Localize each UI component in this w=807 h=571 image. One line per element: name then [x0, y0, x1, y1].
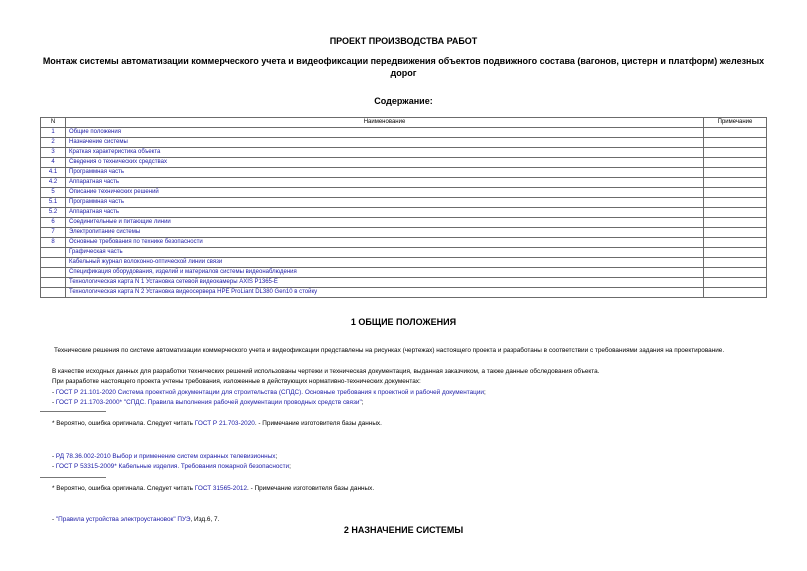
toc-col-note: Примечание	[704, 118, 767, 128]
toc-row-note	[704, 148, 767, 158]
toc-row-note	[704, 198, 767, 208]
toc-row-number: 5.2	[41, 208, 66, 218]
toc-row-number: 5	[41, 188, 66, 198]
toc-body	[41, 128, 767, 298]
toc-row	[41, 228, 767, 238]
paragraph-2: В качестве исходных данных для разработки технических решений использованы чертежи и техническая документация, выданная заказчиком, а также данные обследования объекта.	[52, 368, 600, 375]
toc-row-number	[41, 278, 66, 288]
toc-row	[41, 208, 767, 218]
toc-row-number: 8	[41, 238, 66, 248]
toc-row-note	[704, 178, 767, 188]
toc-row-link[interactable]: Программная часть	[66, 168, 704, 178]
toc-row-number: 6	[41, 218, 66, 228]
paragraph-3: При разработке настоящего проекта учтены требования, изложенные в действующих нормативно-технических документах:	[52, 378, 421, 385]
toc-row-link[interactable]: Основные требования по технике безопасности	[66, 238, 704, 248]
toc-row	[41, 248, 767, 258]
toc-row-link[interactable]: Описание технических решений	[66, 188, 704, 198]
toc-table	[40, 117, 767, 298]
reference-link-gost-53315[interactable]: ГОСТ Р 53315-2009* Кабельные изделия. Требования пожарной безопасности	[55, 463, 290, 470]
toc-col-name: Наименование	[66, 118, 704, 128]
document-subtitle: Монтаж системы автоматизации коммерческого учета и видеофиксации передвижения объектов подвижного состава (вагонов, цистерн и платформ) железных дорог	[42, 56, 765, 78]
toc-row-note	[704, 278, 767, 288]
toc-row-note	[704, 168, 767, 178]
toc-header-row	[41, 118, 767, 128]
toc-row	[41, 148, 767, 158]
toc-row	[41, 268, 767, 278]
toc-row	[41, 178, 767, 188]
toc-row-link[interactable]: Кабельный журнал волоконно-оптической линии связи	[66, 258, 704, 268]
toc-row	[41, 128, 767, 138]
list-dash: -	[52, 516, 56, 523]
toc-row-note	[704, 188, 767, 198]
toc-row	[41, 238, 767, 248]
document-title: ПРОЕКТ ПРОИЗВОДСТВА РАБОТ	[329, 36, 478, 46]
reference-item	[52, 398, 364, 407]
toc-row	[41, 218, 767, 228]
toc-row-number: 1	[41, 128, 66, 138]
list-punct: ;	[289, 463, 291, 470]
footnote-2	[52, 485, 374, 492]
list-dash: -	[52, 453, 56, 460]
footnote-divider	[40, 411, 106, 412]
reference-link-rd-78-36[interactable]: РД 78.36.002-2010 Выбор и применение систем охранных телевизионных	[55, 453, 276, 460]
reference-item	[52, 388, 486, 397]
toc-row-note	[704, 138, 767, 148]
toc-row-note	[704, 208, 767, 218]
toc-row-link[interactable]: Спецификация оборудования, изделий и материалов системы видеонаблюдения	[66, 268, 704, 278]
footnote-text: . - Примечание изготовителя базы данных.	[254, 420, 382, 427]
toc-row-note	[704, 158, 767, 168]
footnote-text: * Вероятно, ошибка оригинала. Следует читать	[52, 485, 195, 492]
toc-heading: Содержание:	[374, 96, 433, 106]
reference-link-gost-21-101[interactable]: ГОСТ Р 21.101-2020 Система проектной документации для строительства (СПДС). Основные требования к проектной и рабочей документации	[55, 389, 484, 396]
toc-row-link[interactable]: Сведения о технических средствах	[66, 158, 704, 168]
paragraph-1: Технические решения по системе автоматизации коммерческого учета и видеофиксации представлены на рисунках (чертежах) настоящего проекта и разработаны в соответствии с требованиями задания на проектирование.	[54, 347, 725, 354]
toc-row-link[interactable]: Соединительные и питающие линии	[66, 218, 704, 228]
toc-row	[41, 188, 767, 198]
reference-item	[52, 462, 291, 471]
toc-row-number	[41, 288, 66, 298]
toc-row-note	[704, 228, 767, 238]
list-punct: ;	[275, 453, 278, 460]
toc-row-number: 4.2	[41, 178, 66, 188]
toc-row-number: 4.1	[41, 168, 66, 178]
toc-row-note	[704, 258, 767, 268]
toc-row-note	[704, 248, 767, 258]
toc-row-link[interactable]: Электропитание системы	[66, 228, 704, 238]
toc-row-link[interactable]: Графическая часть	[66, 248, 704, 258]
toc-row	[41, 278, 767, 288]
toc-row-link[interactable]: Технологическая карта N 2 Установка видеосервера HPE ProLiant DL380 Gen10 в стойку	[66, 288, 704, 298]
list-dash: -	[52, 389, 56, 396]
toc-row-link[interactable]: Аппаратная часть	[66, 208, 704, 218]
toc-row-link[interactable]: Программная часть	[66, 198, 704, 208]
list-punct: ;	[361, 399, 364, 406]
toc-row-number	[41, 248, 66, 258]
list-dash: -	[52, 463, 56, 470]
footnote-text: . - Примечание изготовителя базы данных.	[247, 485, 375, 492]
toc-row-note	[704, 238, 767, 248]
toc-row	[41, 168, 767, 178]
toc-row-number	[41, 258, 66, 268]
reference-link-gost-21-1703[interactable]: ГОСТ Р 21.1703-2000* "СПДС. Правила выполнения рабочей документации проводных средств связи"	[55, 399, 362, 406]
toc-row-number: 2	[41, 138, 66, 148]
footnote-divider	[40, 477, 106, 478]
toc-row-link[interactable]: Краткая характеристика объекта	[66, 148, 704, 158]
toc-row-link[interactable]: Назначение системы	[66, 138, 704, 148]
footnote-text: * Вероятно, ошибка оригинала. Следует читать	[52, 420, 195, 427]
reference-item	[52, 452, 277, 461]
toc-row-number: 3	[41, 148, 66, 158]
toc-row	[41, 258, 767, 268]
section-1-heading: 1 ОБЩИЕ ПОЛОЖЕНИЯ	[350, 317, 457, 327]
toc-row-number	[41, 268, 66, 278]
toc-row	[41, 158, 767, 168]
list-punct: ;	[483, 389, 486, 396]
list-punct: , Изд.6, 7.	[190, 516, 220, 523]
toc-row	[41, 288, 767, 298]
list-dash: -	[52, 399, 56, 406]
toc-row-number: 5.1	[41, 198, 66, 208]
reference-item	[52, 515, 219, 524]
footnote-link-gost-31565[interactable]: ГОСТ 31565-2012	[194, 485, 248, 492]
toc-row-number: 4	[41, 158, 66, 168]
toc-row-link[interactable]: Общие положения	[66, 128, 704, 138]
toc-row-note	[704, 268, 767, 278]
toc-row-link[interactable]: Аппаратная часть	[66, 178, 704, 188]
toc-row-link[interactable]: Технологическая карта N 1 Установка сетевой видеокамеры AXIS P1365-E	[66, 278, 704, 288]
toc-row-note	[704, 218, 767, 228]
toc-row-note	[704, 128, 767, 138]
toc-row	[41, 138, 767, 148]
footnote-link-gost-21-703[interactable]: ГОСТ Р 21.703-2020	[194, 420, 255, 427]
reference-link-pue[interactable]: "Правила устройства электроустановок" ПУЭ	[55, 516, 191, 523]
footnote-1	[52, 420, 382, 427]
toc-col-num: N	[41, 118, 66, 128]
toc-row	[41, 198, 767, 208]
section-2-heading: 2 НАЗНАЧЕНИЕ СИСТЕМЫ	[343, 525, 464, 535]
toc-row-number: 7	[41, 228, 66, 238]
toc-row-note	[704, 288, 767, 298]
